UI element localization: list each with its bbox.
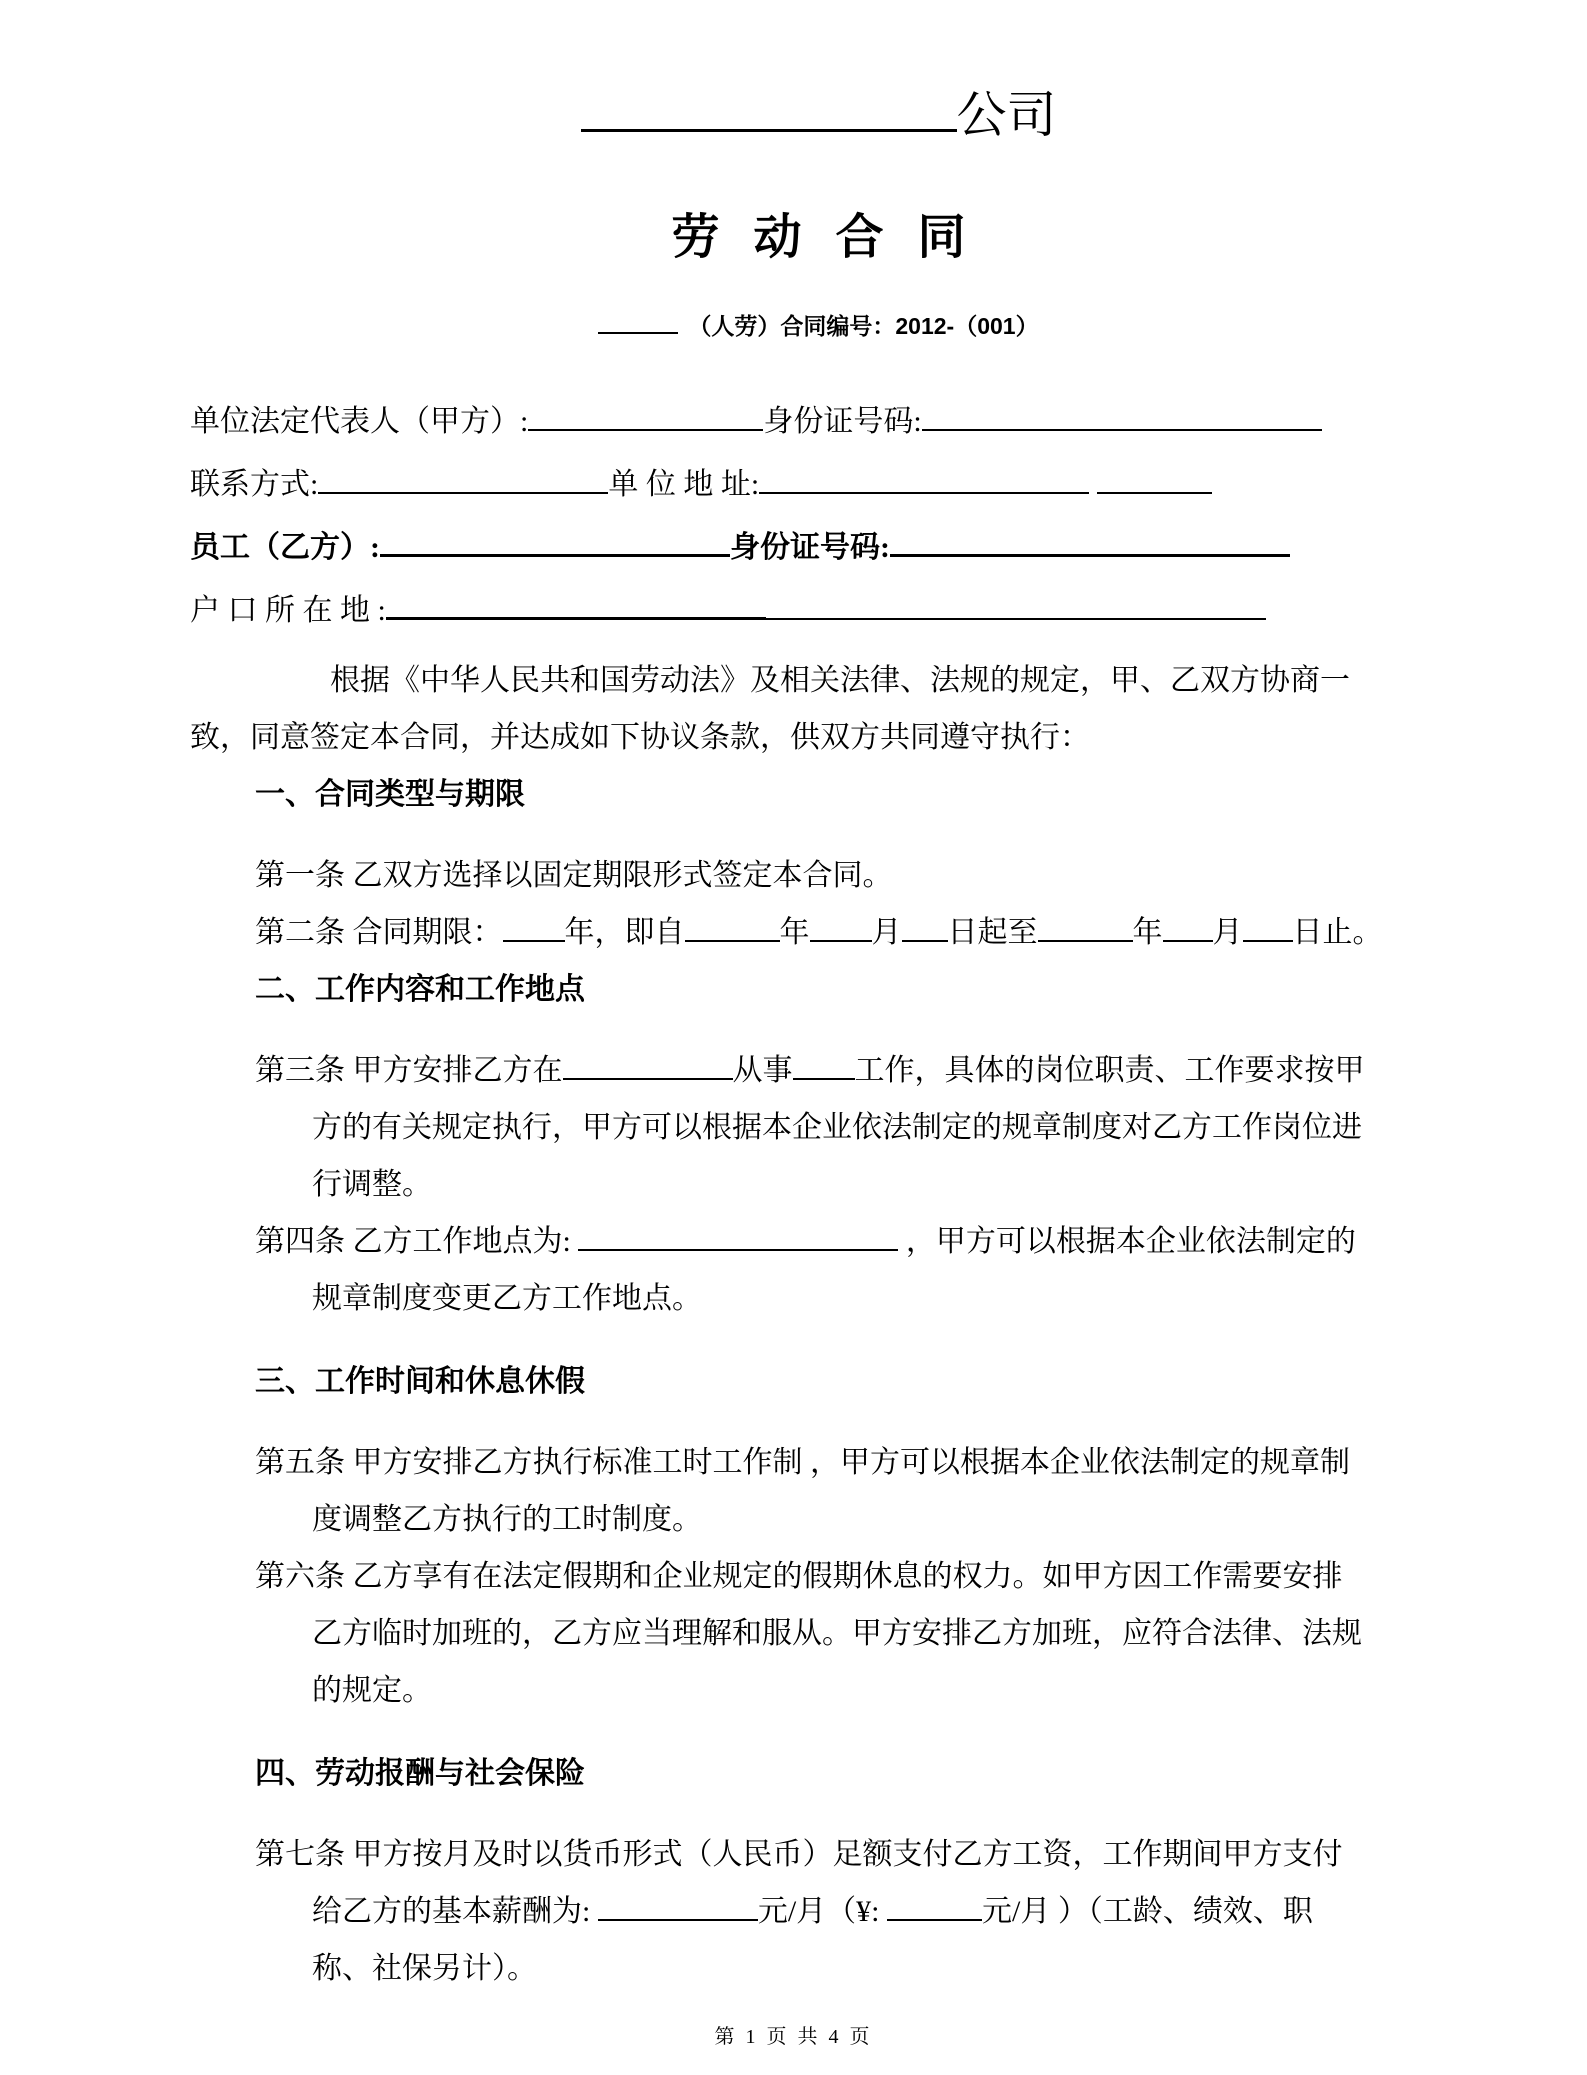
text-segment: 第五条 甲方安排乙方执行标准工时工作制 ，甲方可以根据本企业依法制定的规章制 [255, 1446, 1350, 1479]
clause-line [255, 1213, 1447, 1270]
section-contract-type [190, 766, 1447, 961]
text-segment: 方的有关规定执行，甲方可以根据本企业依法制定的规章制度对乙方工作岗位进 [312, 1111, 1362, 1144]
clause-line [255, 1042, 1447, 1099]
text-segment: 元/月（¥: [757, 1895, 888, 1928]
text-segment: 行调整。 [312, 1168, 432, 1201]
text-segment: 第六条 乙方享有在法定假期和企业规定的假期休息的权力。如甲方因工作需要安排 [255, 1560, 1343, 1593]
text-segment: 年 [779, 916, 810, 949]
text-segment: 称、社保另计）。 [312, 1952, 537, 1985]
clause-line [255, 1434, 1447, 1491]
text-segment: 第二条 合同期限： [255, 916, 503, 949]
fill-in-blank [766, 590, 1266, 620]
text-segment: 户 口 所 在 地 : [190, 594, 386, 627]
fill-in-blank [386, 589, 766, 620]
text-segment: 月 [871, 916, 902, 949]
contract-number-line [190, 310, 1447, 342]
fill-in-blank [1038, 912, 1133, 942]
text-segment: 日止。 [1292, 916, 1383, 949]
text-segment: 年，即自 [564, 916, 685, 949]
section-heading: 二、工作内容和工作地点 [255, 973, 585, 1006]
text-segment: 从事 [732, 1054, 793, 1087]
text-segment: 乙方临时加班的，乙方应当理解和服从。甲方安排乙方加班，应符合法律、法规 [312, 1617, 1362, 1650]
fill-in-blank [922, 401, 1322, 431]
text-segment: 月 [1212, 916, 1243, 949]
fill-in-blank [578, 1221, 898, 1251]
clause-line [255, 847, 1447, 904]
clause-line [312, 1662, 1447, 1719]
text-segment: 员工（乙方）: [190, 531, 380, 564]
fill-in-blank [563, 1050, 733, 1080]
fill-in-blank [318, 464, 608, 494]
company-name-line [190, 80, 1447, 150]
clause-line [312, 1940, 1447, 1997]
text-segment: （人劳）合同编号：2012-（001） [688, 313, 1039, 339]
fill-in-blank [581, 83, 957, 132]
preamble [190, 652, 1447, 766]
fill-in-blank [1163, 912, 1213, 942]
fill-in-blank [887, 1891, 982, 1921]
text-segment: 日起至 [947, 916, 1038, 949]
text-segment: 公司 [956, 87, 1057, 143]
text-segment: 工作，具体的岗位职责、工作要求按甲 [854, 1054, 1365, 1087]
section-compensation [190, 1745, 1447, 1997]
fill-in-blank [890, 526, 1290, 557]
clause-line [312, 1099, 1447, 1156]
party-row-employee [190, 516, 1447, 579]
text-segment: 第一条 乙双方选择以固定期限形式签定本合同。 [255, 859, 893, 892]
preamble-line: 致，同意签定本合同，并达成如下协议条款，供双方共同遵守执行： [190, 721, 1090, 754]
text-segment: 度调整乙方执行的工时制度。 [312, 1503, 702, 1536]
text-segment: 身份证号码: [730, 531, 890, 564]
party-row-household-registration [190, 579, 1447, 642]
fill-in-blank [598, 1891, 758, 1921]
text-segment: 第三条 甲方安排乙方在 [255, 1054, 563, 1087]
fill-in-blank [685, 912, 780, 942]
fill-in-blank [380, 526, 730, 557]
party-row-contact-address [190, 453, 1447, 516]
section-heading: 四、劳动报酬与社会保险 [255, 1757, 585, 1790]
section-heading: 三、工作时间和休息休假 [255, 1365, 585, 1398]
text-segment: ，甲方可以根据本企业依法制定的 [898, 1225, 1356, 1258]
fill-in-blank [902, 912, 948, 942]
page-number-footer: 第 1 页 共 4 页 [714, 2026, 873, 2048]
section-work-content [190, 961, 1447, 1327]
text-segment: 给乙方的基本薪酬为: [312, 1895, 598, 1928]
fill-in-blank [528, 401, 763, 431]
preamble-line: 根据《中华人民共和国劳动法》及相关法律、法规的规定，甲、乙双方协商一 [330, 664, 1350, 697]
text-segment: 第七条 甲方按月及时以货币形式（人民币）足额支付乙方工资，工作期间甲方支付 [255, 1838, 1343, 1871]
party-row-legal-representative [190, 390, 1447, 453]
text-segment: 单 位 地 址: [608, 468, 760, 501]
text-segment: 年 [1132, 916, 1163, 949]
fill-in-blank [793, 1050, 855, 1080]
fill-in-blank [1243, 912, 1293, 942]
clause-line [255, 1548, 1447, 1605]
clause-line [255, 904, 1447, 961]
text-segment [1089, 468, 1097, 501]
text-segment: 联系方式: [190, 468, 319, 501]
text-segment: 第四条 乙方工作地点为: [255, 1225, 579, 1258]
section-work-hours [190, 1353, 1447, 1719]
party-info-block [190, 390, 1447, 642]
section-heading: 一、合同类型与期限 [255, 778, 525, 811]
text-segment: 的规定。 [312, 1674, 432, 1707]
clause-line [312, 1270, 1447, 1327]
fill-in-blank [503, 912, 565, 942]
document-title: 劳动合同 [671, 211, 1000, 264]
text-segment: 单位法定代表人（甲方）: [190, 405, 529, 438]
clause-line [312, 1605, 1447, 1662]
clause-line [312, 1491, 1447, 1548]
fill-in-blank [759, 464, 1089, 494]
clause-line [312, 1883, 1447, 1940]
text-segment: 身份证号码: [763, 405, 922, 438]
text-segment: 规章制度变更乙方工作地点。 [312, 1282, 702, 1315]
fill-in-blank [810, 912, 872, 942]
clause-line [255, 1826, 1447, 1883]
fill-in-blank [1097, 464, 1212, 494]
text-segment: 元/月 ）（工龄、绩效、职 [982, 1895, 1313, 1928]
fill-in-blank [598, 311, 678, 334]
clause-line [312, 1156, 1447, 1213]
